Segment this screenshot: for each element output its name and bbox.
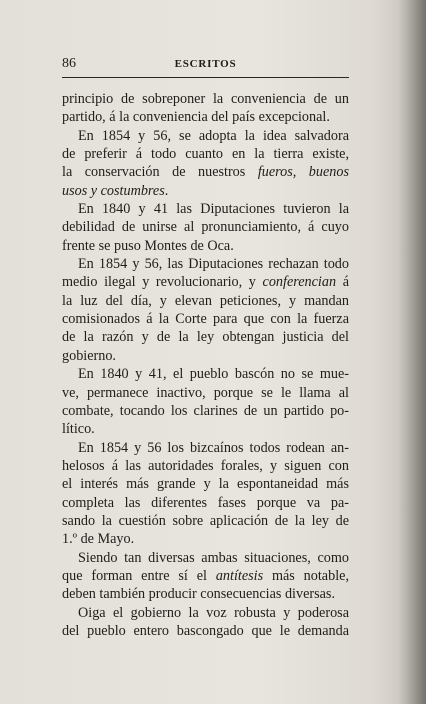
text-line — [62, 182, 349, 200]
text-segment: En 1840 y 41, el pueblo bascón no se mue- — [78, 366, 349, 383]
text-segment: debilidad de unirse al pronunciamiento, á cuyo — [62, 219, 349, 236]
text-line — [62, 622, 349, 640]
italic-text-segment: conferencian — [262, 274, 337, 291]
page-header — [62, 56, 349, 76]
text-line — [62, 292, 349, 310]
text-line — [62, 365, 349, 383]
text-line — [62, 439, 349, 457]
text-line — [62, 145, 349, 163]
text-segment: 1.º de Mayo. — [62, 531, 135, 548]
text-segment: partido, á la conveniencia del país excepcional. — [62, 109, 330, 126]
text-segment: helosos á las autoridades forales, y siguen con — [62, 457, 349, 474]
text-line — [62, 90, 349, 108]
text-line — [62, 585, 349, 603]
text-line — [62, 475, 349, 493]
text-line — [62, 255, 349, 273]
text-line — [62, 494, 349, 512]
text-segment: En 1854 y 56 los bizcaínos todos rodean an- — [78, 439, 349, 456]
text-segment: deben también producir consecuencias diversas. — [62, 586, 336, 603]
text-segment: Siendo tan diversas ambas situaciones, como — [78, 549, 349, 566]
text-line — [62, 200, 349, 218]
text-segment: la luz del día, y elevan peticiones, y mandan — [62, 292, 349, 309]
text-line — [62, 127, 349, 145]
text-segment: frente se puso Montes de Oca. — [62, 237, 234, 254]
text-segment: sando la cuestión sobre aplicación de la ley de — [62, 512, 349, 529]
text-line — [62, 384, 349, 402]
text-segment: . — [164, 182, 169, 199]
text-segment: completa las diferentes fases porque va pa- — [62, 494, 349, 511]
text-line — [62, 347, 349, 365]
text-line — [62, 218, 349, 236]
text-segment: comisionados á la Corte para que con la fuerza — [62, 311, 349, 328]
binding-shadow — [398, 0, 426, 704]
text-line — [62, 420, 349, 438]
text-line — [62, 273, 349, 291]
text-segment: lítico. — [62, 421, 95, 438]
text-line — [62, 310, 349, 328]
text-line — [62, 163, 349, 181]
text-line — [62, 108, 349, 126]
italic-text-segment: fueros, buenos — [257, 164, 350, 181]
header-rule — [62, 77, 349, 78]
text-line — [62, 530, 349, 548]
text-segment: medio ilegal y revolucionario, y — [62, 274, 263, 291]
text-segment: del pueblo entero bascongado que le demanda — [62, 622, 349, 639]
text-line — [62, 549, 349, 567]
text-segment: gobierno. — [62, 347, 116, 364]
page-number: 86 — [62, 56, 76, 71]
text-line — [62, 567, 349, 585]
text-segment: más notable, — [263, 567, 349, 584]
text-segment: la conservación de nuestros — [62, 164, 258, 181]
italic-text-segment: antítesis — [215, 567, 264, 584]
text-segment: En 1854 y 56, se adopta la idea salvadora — [78, 127, 349, 144]
text-line — [62, 604, 349, 622]
text-segment: de la razón y de la ley obtengan justicia del — [62, 329, 349, 346]
text-segment: Oiga el gobierno la voz robusta y poderosa — [78, 604, 349, 621]
text-line — [62, 512, 349, 530]
text-segment: que forman entre sí el — [62, 567, 216, 584]
text-line — [62, 328, 349, 346]
text-line — [62, 457, 349, 475]
text-segment: ve, permanece inactivo, porque se le llama al — [62, 384, 349, 401]
text-line — [62, 402, 349, 420]
body-text — [62, 90, 349, 640]
italic-text-segment: usos y costumbres — [62, 182, 165, 199]
text-segment: En 1840 y 41 las Diputaciones tuvieron la — [78, 201, 349, 218]
text-line — [62, 237, 349, 255]
text-segment: En 1854 y 56, las Diputaciones rechazan todo — [78, 256, 349, 273]
text-segment: á — [336, 274, 349, 291]
text-segment: de preferir á todo cuanto en la tierra existe, — [62, 146, 349, 163]
running-head: ESCRITOS — [174, 58, 237, 70]
text-segment: principio de sobreponer la conveniencia de un — [62, 91, 349, 107]
text-segment: combate, tocando los clarines de un partido po- — [62, 402, 349, 419]
text-segment: el interés más grande y la espontaneidad más — [62, 476, 349, 493]
